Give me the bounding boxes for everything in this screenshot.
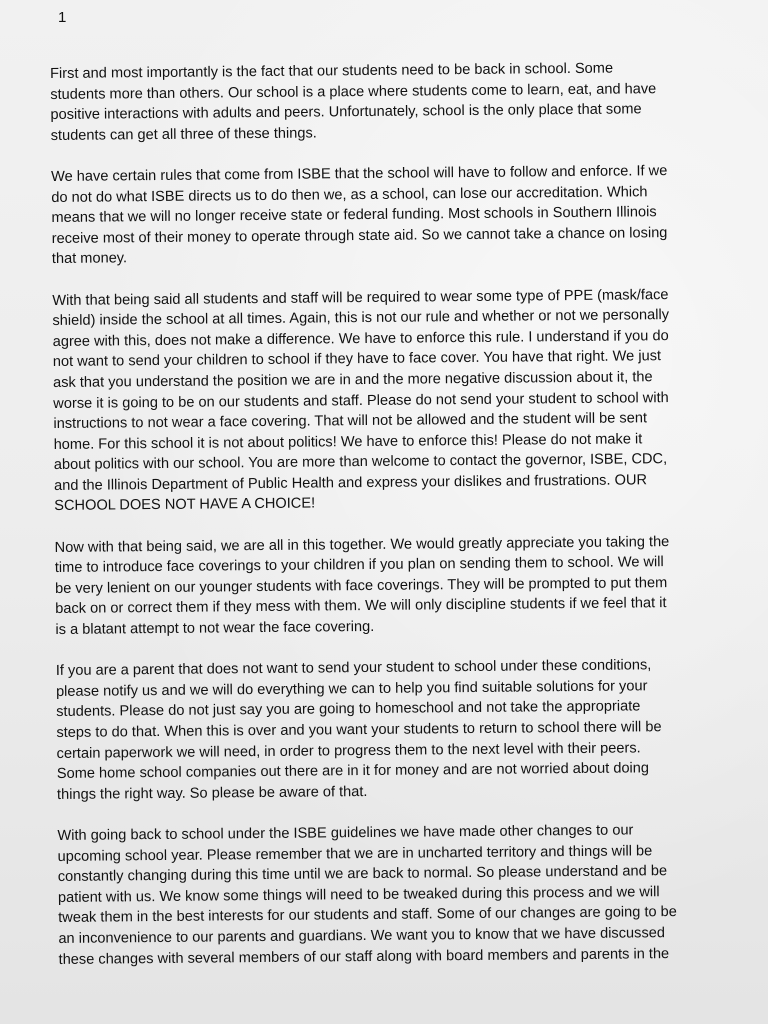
text-line: steps to do that. When this is over and you want your students to return to school there will be [56,719,662,741]
page-number: 1 [58,9,67,26]
text-line: and the Illinois Department of Public Health and express your dislikes and frustrations. OUR [53,472,648,494]
text-line: home. For this school it is not about politics! We have to enforce this! Please do not make it [53,431,643,453]
text-line: tweak them in the best interests for our students and staff. Some of our changes are going to be [58,904,677,927]
text-line: that money. [51,250,128,268]
text-line: be very lenient on our younger students with face coverings. They will be prompted to put them [54,574,668,597]
text-line: patient with us. We know some things will need to be tweaked during this process and we will [57,883,660,906]
text-line: Some home school companies out there are in it for money and are not worried about doing [56,760,650,783]
text-line: worse it is going to be on our students and staff. Please do not send your student to school with [53,389,669,412]
text-line: about politics with our school. You are more than welcome to contact the governor, ISBE, CDC, [53,451,668,474]
text-line: these changes with several members of our staff along with board members and parents in the [58,945,670,968]
text-line: please notify us and we will do everything we can to help you find suitable solutions for your [55,678,648,700]
text-line: means that we will no longer receive state or federal funding. Most schools in Southern Illinois [51,204,657,227]
text-line: shield) inside the school at all times. Again, this is not our rule and whether or not we personally [52,307,670,330]
text-line: First and most importantly is the fact that our students need to be back in school. Some [50,60,614,82]
text-line: instructions to not wear a face covering. That will not be allowed and the student will be sent [53,410,648,433]
text-line: certain paperwork we will need, in order to progress them to the next level with their peers. [56,739,641,762]
paragraph-ppe-requirement [52,284,724,517]
text-line: receive most of their money to operate through state aid. So we cannot take a chance on losing [51,224,668,247]
text-line: do not do what ISBE directs us to do then we, as a school, can lose our accreditation. Which [51,183,648,206]
text-line: time to introduce face coverings to your children if you plan on sending them to school. We will [54,554,664,577]
text-line: With going back to school under the ISBE guidelines we have made other changes to our [57,822,634,844]
text-line: constantly changing during this time until we are back to normal. So please understand and be [57,863,668,886]
text-line: agree with this, does not make a difference. We have to enforce this rule. I understand if you do [52,327,669,350]
text-line: upcoming school year. Please remember that we are in uncharted territory and things will be [57,842,653,865]
text-line: ask that you understand the position we are in and the more negative discussion about it, the [52,369,653,391]
text-line: positive interactions with adults and peers. Unfortunately, school is the only place that some [50,101,642,124]
letter-body [50,58,729,991]
text-line: students. Please do not just say you are going to homeschool and not take the appropriate [56,698,641,721]
paragraph-other-changes [57,820,728,971]
text-line: If you are a parent that does not want to send your student to school under these conditions, [55,657,652,680]
text-line: back on or correct them if they mess with them. We will only discipline students if we feel that it [55,595,667,618]
paragraph-isbe-rules [51,161,722,270]
paragraph-back-to-school [50,58,721,147]
paragraph-homeschool [56,655,727,806]
text-line: things the right way. So please be aware of that. [56,783,368,803]
paragraph-face-coverings [55,531,726,640]
text-line: an inconvenience to our parents and guardians. We want you to know that we have discussed [58,925,666,947]
text-line: not want to send your children to school if they have to face cover. You have that right. We just [52,348,662,371]
text-line: Now with that being said, we are all in this together. We would greatly appreciate you taking the [54,533,670,556]
text-line: SCHOOL DOES NOT HAVE A CHOICE! [54,495,316,515]
text-line: students more than others. Our school is a place where students come to learn, eat, and have [50,80,657,103]
text-line: students can get all three of these things. [50,125,317,144]
text-line: is a blatant attempt to not wear the face covering. [55,618,375,639]
text-line: With that being said all students and staff will be required to wear some type of PPE (mask/face [52,286,669,309]
text-line: We have certain rules that come from ISBE that the school will have to follow and enforce. If we [51,163,668,185]
